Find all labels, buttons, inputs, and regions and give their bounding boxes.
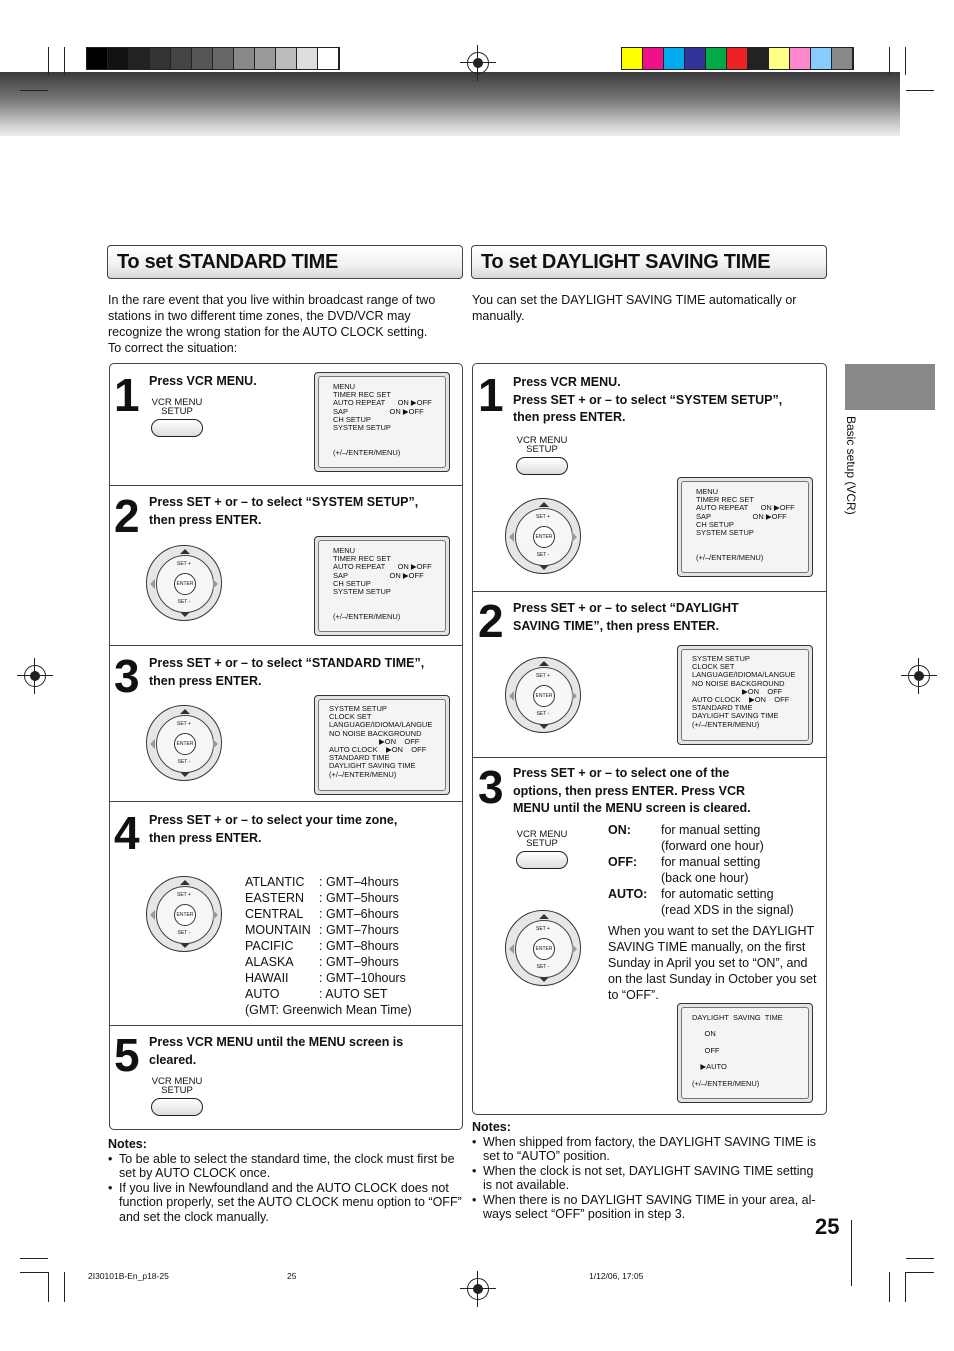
timezone-offset: : GMT–9hours bbox=[319, 955, 399, 969]
timezone-row bbox=[245, 922, 455, 938]
tv-screen-system-setup: SYSTEM SETUP CLOCK SET LANGUAGE/IDIOMA/LANGUE NO NOISE BACKGROUND ▶ON OFF AUTO CLOCK ▶ON OFF STANDARD TIME DAYLIGHT SAVING TIME (+/–/ENTER/MENU) bbox=[677, 645, 813, 745]
option-auto: AUTO: for automatic setting (read XDS in the signal) bbox=[608, 887, 794, 917]
calibration-swatch bbox=[790, 48, 811, 69]
gmt-note: (GMT: Greenwich Mean Time) bbox=[245, 1003, 412, 1017]
timezone-list bbox=[245, 874, 455, 1002]
crop-mark bbox=[48, 1272, 49, 1302]
timezone-name: PACIFIC bbox=[245, 939, 294, 953]
page-rule bbox=[851, 1220, 852, 1286]
tv-screen-menu: MENU TIMER REC SET AUTO REPEAT ON ▶OFF SAP ON ▶OFF CH SETUP SYSTEM SETUP (+/–/ENTER/MENU) bbox=[314, 372, 450, 472]
crop-mark bbox=[64, 1272, 65, 1302]
calibration-swatch bbox=[192, 48, 213, 69]
timezone-offset: : GMT–5hours bbox=[319, 891, 399, 905]
option-off: OFF: for manual setting (back one hour) bbox=[608, 855, 761, 885]
calibration-swatch bbox=[318, 48, 339, 69]
step-instruction: Press VCR MENU. bbox=[149, 374, 257, 388]
step-instruction: Press SET + or – to select “DAYLIGHT SAVING TIME”, then press ENTER. bbox=[513, 601, 739, 633]
calibration-swatch bbox=[234, 48, 255, 69]
timezone-offset: : GMT–10hours bbox=[319, 971, 406, 985]
step-instruction: Press SET + or – to select one of the options, then press ENTER. Press VCR MENU until the MENU screen is cleared. bbox=[513, 766, 751, 815]
step-number: 1 bbox=[478, 369, 504, 421]
calibration-swatch bbox=[769, 48, 790, 69]
timezone-row bbox=[245, 890, 455, 906]
timezone-offset: : GMT–4hours bbox=[319, 875, 399, 889]
crop-mark bbox=[64, 47, 65, 75]
timezone-offset: : GMT–6hours bbox=[319, 907, 399, 921]
standard-time-header bbox=[107, 245, 463, 279]
page-number: 25 bbox=[815, 1214, 840, 1239]
daylight-saving-notes: Notes: • When shipped from factory, the DAYLIGHT SAVING TIME is set to “AUTO” position. • When the clock is not set, DAYLIGHT SAVING TIME setting is not available. • When there is no DAYLIGHT SAVING TIME in your area, al- ways select “OFF” position in step 3. bbox=[472, 1120, 832, 1222]
tv-screen-daylight-saving: DAYLIGHT SAVING TIME ON OFF ▶AUTO (+/–/ENTER/MENU) bbox=[677, 1003, 813, 1103]
daylight-saving-intro: You can set the DAYLIGHT SAVING TIME automatically or manually. bbox=[472, 293, 797, 323]
crop-mark bbox=[906, 90, 934, 91]
crop-mark bbox=[906, 1272, 934, 1273]
option-on: ON: for manual setting (forward one hour) bbox=[608, 823, 764, 853]
section-label: Basic setup (VCR) bbox=[844, 416, 858, 515]
note-item: • When there is no DAYLIGHT SAVING TIME in your area, al- ways select “OFF” position in step 3. bbox=[472, 1193, 832, 1222]
timezone-row bbox=[245, 986, 455, 1002]
calibration-swatch bbox=[213, 48, 234, 69]
registration-mark-bottom bbox=[467, 1278, 489, 1300]
calibration-swatch bbox=[811, 48, 832, 69]
tv-screen-system-setup: SYSTEM SETUP CLOCK SET LANGUAGE/IDIOMA/LANGUE NO NOISE BACKGROUND ▶ON OFF AUTO CLOCK ▶ON OFF STANDARD TIME DAYLIGHT SAVING TIME (+/–/ENTER/MENU) bbox=[314, 695, 450, 795]
crop-mark bbox=[20, 1272, 48, 1273]
section-tab bbox=[845, 364, 935, 410]
standard-time-notes: Notes: • To be able to select the standard time, the clock must first be set by AUTO CLOCK once. • If you live in Newfoundland and the AUTO CLOCK does not function properly, set the AUTO CLOCK menu option to “OFF” and set the clock manually. bbox=[108, 1137, 466, 1224]
step-number: 3 bbox=[114, 650, 140, 702]
daylight-saving-header bbox=[471, 245, 827, 279]
crop-mark bbox=[20, 1258, 48, 1259]
step-number: 2 bbox=[114, 490, 140, 542]
calibration-swatch bbox=[171, 48, 192, 69]
timezone-offset: : GMT–8hours bbox=[319, 939, 399, 953]
crop-mark bbox=[905, 47, 906, 75]
footer-filename: 2I30101B-En_p18-25 bbox=[88, 1271, 169, 1281]
step-instruction: Press SET + or – to select “SYSTEM SETUP”, then press ENTER. bbox=[149, 495, 419, 527]
calibration-swatch bbox=[643, 48, 664, 69]
timezone-name: CENTRAL bbox=[245, 907, 304, 921]
remote-dpad[interactable]: SET + SET - ENTER bbox=[146, 545, 222, 621]
step-number: 4 bbox=[114, 807, 140, 859]
vcr-menu-button[interactable]: VCR MENU SETUP bbox=[151, 1077, 203, 1116]
crop-mark bbox=[906, 1258, 934, 1259]
step-number: 3 bbox=[478, 761, 504, 813]
vcr-menu-button[interactable]: VCR MENU SETUP bbox=[516, 436, 568, 475]
footer-page: 25 bbox=[287, 1271, 297, 1281]
timezone-name: HAWAII bbox=[245, 971, 289, 985]
timezone-offset: : AUTO SET bbox=[319, 987, 388, 1001]
header-gradient-band bbox=[0, 72, 900, 136]
crop-mark bbox=[48, 47, 49, 75]
calibration-swatch bbox=[727, 48, 748, 69]
timezone-row bbox=[245, 954, 455, 970]
timezone-name: ATLANTIC bbox=[245, 875, 305, 889]
calibration-swatch bbox=[108, 48, 129, 69]
crop-mark bbox=[20, 90, 48, 91]
note-item: • To be able to select the standard time, the clock must first be set by AUTO CLOCK once. bbox=[108, 1152, 466, 1181]
section-title: To set STANDARD TIME bbox=[117, 251, 339, 273]
remote-dpad[interactable]: SET + SET - ENTER bbox=[505, 657, 581, 733]
calibration-swatch bbox=[129, 48, 150, 69]
registration-mark-top bbox=[467, 52, 489, 74]
step-instruction: Press VCR MENU. Press SET + or – to select “SYSTEM SETUP”, then press ENTER. bbox=[513, 375, 783, 424]
color-calibration-bar bbox=[621, 47, 854, 70]
crop-mark bbox=[889, 47, 890, 75]
note-item: • When shipped from factory, the DAYLIGHT SAVING TIME is set to “AUTO” position. bbox=[472, 1135, 832, 1164]
timezone-name: ALASKA bbox=[245, 955, 294, 969]
timezone-row bbox=[245, 874, 455, 890]
vcr-menu-button[interactable]: VCR MENU SETUP bbox=[151, 398, 203, 437]
calibration-swatch bbox=[276, 48, 297, 69]
dst-options bbox=[608, 822, 823, 918]
calibration-swatch bbox=[150, 48, 171, 69]
remote-dpad[interactable]: SET + SET - ENTER bbox=[146, 876, 222, 952]
standard-time-intro: In the rare event that you live within broadcast range of two stations in two different time zones, the DVD/VCR may recognize the wrong station for the AUTO CLOCK setting. To correct the situation: bbox=[108, 293, 436, 355]
gray-calibration-bar bbox=[86, 47, 340, 70]
calibration-swatch bbox=[87, 48, 108, 69]
timezone-row bbox=[245, 906, 455, 922]
note-item: • If you live in Newfoundland and the AUTO CLOCK does not function properly, set the AUTO CLOCK menu option to “OFF” and set the clock manually. bbox=[108, 1181, 466, 1225]
step-number: 5 bbox=[114, 1029, 140, 1081]
step-instruction: Press SET + or – to select “STANDARD TIME”, then press ENTER. bbox=[149, 656, 425, 688]
dst-explanation: When you want to set the DAYLIGHT SAVING TIME manually, on the first Sunday in April you set to “ON”, and on the last Sunday in October you set to “OFF”. bbox=[608, 924, 817, 1002]
calibration-swatch bbox=[664, 48, 685, 69]
remote-dpad[interactable]: SET + SET - ENTER bbox=[505, 910, 581, 986]
calibration-swatch bbox=[748, 48, 769, 69]
timezone-row bbox=[245, 938, 455, 954]
registration-mark-right bbox=[908, 665, 930, 687]
timezone-name: EASTERN bbox=[245, 891, 305, 905]
remote-dpad[interactable]: SET + SET - ENTER bbox=[505, 498, 581, 574]
timezone-row bbox=[245, 970, 455, 986]
calibration-swatch bbox=[832, 48, 853, 69]
calibration-swatch bbox=[685, 48, 706, 69]
note-item: • When the clock is not set, DAYLIGHT SAVING TIME setting is not available. bbox=[472, 1164, 832, 1193]
step-instruction: Press VCR MENU until the MENU screen is cleared. bbox=[149, 1035, 404, 1067]
timezone-name: MOUNTAIN bbox=[245, 923, 311, 937]
step-instruction: Press SET + or – to select your time zone, then press ENTER. bbox=[149, 813, 398, 845]
step-number: 2 bbox=[478, 595, 504, 647]
calibration-swatch bbox=[622, 48, 643, 69]
footer-date: 1/12/06, 17:05 bbox=[589, 1271, 644, 1281]
calibration-swatch bbox=[255, 48, 276, 69]
timezone-offset: : GMT–7hours bbox=[319, 923, 399, 937]
section-title: To set DAYLIGHT SAVING TIME bbox=[481, 251, 771, 273]
remote-dpad[interactable]: SET + SET - ENTER bbox=[146, 705, 222, 781]
crop-mark bbox=[905, 1272, 906, 1302]
tv-screen-menu: MENU TIMER REC SET AUTO REPEAT ON ▶OFF SAP ON ▶OFF CH SETUP SYSTEM SETUP (+/–/ENTER/MENU) bbox=[677, 477, 813, 577]
timezone-name: AUTO bbox=[245, 987, 280, 1001]
calibration-swatch bbox=[706, 48, 727, 69]
registration-mark-left bbox=[24, 665, 46, 687]
vcr-menu-button[interactable]: VCR MENU SETUP bbox=[516, 830, 568, 869]
crop-mark bbox=[889, 1272, 890, 1302]
calibration-swatch bbox=[297, 48, 318, 69]
tv-screen-menu: MENU TIMER REC SET AUTO REPEAT ON ▶OFF SAP ON ▶OFF CH SETUP SYSTEM SETUP (+/–/ENTER/MENU) bbox=[314, 536, 450, 636]
step-number: 1 bbox=[114, 369, 140, 421]
